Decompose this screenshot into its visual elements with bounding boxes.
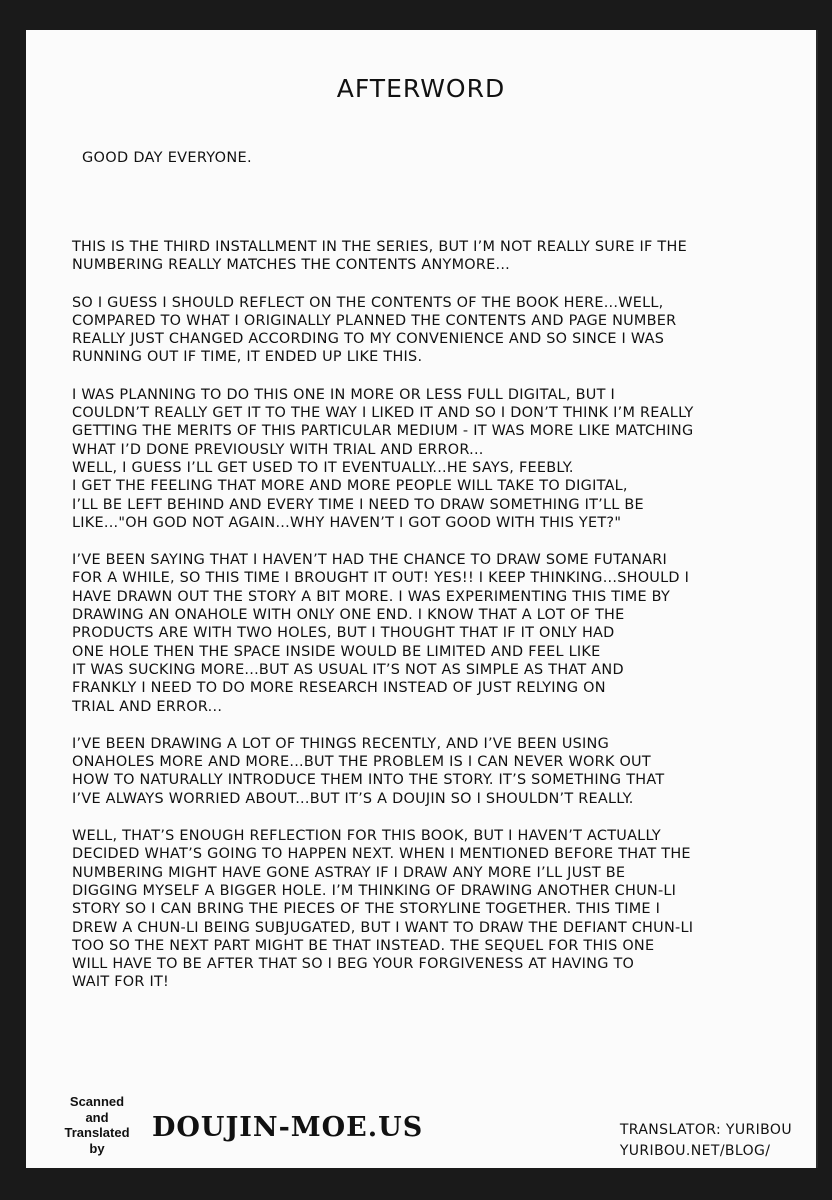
paragraph <box>72 551 818 716</box>
paragraph-line: I’LL BE LEFT BEHIND AND EVERY TIME I NEED TO DRAW SOMETHING IT’LL BE <box>72 496 644 513</box>
paragraph-line: NUMBERING REALLY MATCHES THE CONTENTS ANYMORE... <box>72 257 511 274</box>
paragraph <box>72 386 818 532</box>
paragraph-line: ONE HOLE THEN THE SPACE INSIDE WOULD BE LIMITED AND FEEL LIKE <box>72 643 601 660</box>
paragraph-line: COULDN’T REALLY GET IT TO THE WAY I LIKED IT AND SO I DON’T THINK I’M REALLY <box>72 405 694 422</box>
paragraph-line: I’VE BEEN SAYING THAT I HAVEN’T HAD THE CHANCE TO DRAW SOME FUTANARI <box>72 552 668 569</box>
credit-line: Scanned <box>69 1094 125 1109</box>
paragraph-line: I GET THE FEELING THAT MORE AND MORE PEOPLE WILL TAKE TO DIGITAL, <box>72 478 628 495</box>
paragraph-line: WELL, I GUESS I’LL GET USED TO IT EVENTUALLY...HE SAYS, FEEBLY. <box>72 459 574 476</box>
paragraph-line: WILL HAVE TO BE AFTER THAT SO I BEG YOUR FORGIVENESS AT HAVING TO <box>72 956 635 973</box>
paragraph-line: DIGGING MYSELF A BIGGER HOLE. I’M THINKING OF DRAWING ANOTHER CHUN-LI <box>72 882 677 899</box>
paragraph-line: IT WAS SUCKING MORE...BUT AS USUAL IT’S NOT AS SIMPLE AS THAT AND <box>72 661 624 678</box>
paragraph-line: DECIDED WHAT’S GOING TO HAPPEN NEXT. WHEN I MENTIONED BEFORE THAT THE <box>72 846 691 863</box>
paragraph-line: TRIAL AND ERROR... <box>72 698 223 715</box>
paragraph-line: WHAT I’D DONE PREVIOUSLY WITH TRIAL AND ERROR... <box>72 441 484 458</box>
paragraph-line: REALLY JUST CHANGED ACCORDING TO MY CONVENIENCE AND SO SINCE I WAS <box>72 331 665 348</box>
paragraph-line: RUNNING OUT IF TIME, IT ENDED UP LIKE THIS. <box>72 349 423 366</box>
paragraph-line: ONAHOLES MORE AND MORE...BUT THE PROBLEM IS I CAN NEVER WORK OUT <box>72 754 651 771</box>
paragraph <box>72 294 818 367</box>
paragraph-line: NUMBERING MIGHT HAVE GONE ASTRAY IF I DRAW ANY MORE I’LL JUST BE <box>72 864 626 881</box>
paragraph-line: FRANKLY I NEED TO DO MORE RESEARCH INSTEAD OF JUST RELYING ON <box>72 680 606 697</box>
paragraph-line: FOR A WHILE, SO THIS TIME I BROUGHT IT OUT! YES!! I KEEP THINKING...SHOULD I <box>72 570 690 587</box>
paragraph-line: WAIT FOR IT! <box>72 974 170 991</box>
paragraph <box>72 238 818 275</box>
paragraph-line: I WAS PLANNING TO DO THIS ONE IN MORE OR LESS FULL DIGITAL, BUT I <box>72 386 615 403</box>
paragraph-line: HOW TO NATURALLY INTRODUCE THEM INTO THE STORY. IT’S SOMETHING THAT <box>72 772 665 789</box>
credit-line: by <box>89 1140 105 1156</box>
doujin-moe-logo: DOUJIN-MOE.US <box>152 1112 424 1143</box>
translator-name: TRANSLATOR: YURIBOU <box>619 1122 792 1138</box>
paragraph-line: I’VE BEEN DRAWING A LOT OF THINGS RECENTLY, AND I’VE BEEN USING <box>72 735 610 752</box>
paragraph-line: SO I GUESS I SHOULD REFLECT ON THE CONTENTS OF THE BOOK HERE...WELL, <box>72 294 664 311</box>
paragraph <box>72 827 818 992</box>
paragraph-line: LIKE..."OH GOD NOT AGAIN...WHY HAVEN’T I GOT GOOD WITH THIS YET?" <box>72 514 622 531</box>
paragraph-line: THIS IS THE THIRD INSTALLMENT IN THE SERIES, BUT I’M NOT REALLY SURE IF THE <box>72 239 687 255</box>
translator-site: YURIBOU.NET/BLOG/ <box>619 1143 771 1159</box>
credit-line: Translated <box>64 1125 130 1140</box>
paragraph <box>72 735 818 808</box>
paragraph-line: COMPARED TO WHAT I ORIGINALLY PLANNED THE CONTENTS AND PAGE NUMBER <box>72 312 677 329</box>
page-title: AFTERWORD <box>336 74 506 103</box>
paragraph-line: HAVE DRAWN OUT THE STORY A BIT MORE. I WAS EXPERIMENTING THIS TIME BY <box>72 588 671 605</box>
credit-line: and <box>85 1109 109 1125</box>
paragraph-line: WELL, THAT’S ENOUGH REFLECTION FOR THIS BOOK, BUT I HAVEN’T ACTUALLY <box>72 828 661 845</box>
afterword-body <box>72 238 818 1011</box>
paragraph-line: DREW A CHUN-LI BEING SUBJUGATED, BUT I WANT TO DRAW THE DEFIANT CHUN-LI <box>72 919 694 936</box>
paragraph-line: DRAWING AN ONAHOLE WITH ONLY ONE END. I KNOW THAT A LOT OF THE <box>72 607 625 624</box>
page <box>26 30 818 1168</box>
translator-credit <box>620 1120 792 1162</box>
paragraph-line: TOO SO THE NEXT PART MIGHT BE THAT INSTEAD. THE SEQUEL FOR THIS ONE <box>72 937 655 954</box>
scan-credit <box>62 1094 132 1156</box>
paragraph-line: GETTING THE MERITS OF THIS PARTICULAR MEDIUM - IT WAS MORE LIKE MATCHING <box>72 423 694 440</box>
paragraph-line: STORY SO I CAN BRING THE PIECES OF THE STORYLINE TOGETHER. THIS TIME I <box>72 901 661 918</box>
greeting: GOOD DAY EVERYONE. <box>82 150 252 166</box>
paragraph-line: I’VE ALWAYS WORRIED ABOUT...BUT IT’S A DOUJIN SO I SHOULDN’T REALLY. <box>72 790 634 807</box>
paragraph-line: PRODUCTS ARE WITH TWO HOLES, BUT I THOUGHT THAT IF IT ONLY HAD <box>72 625 615 642</box>
